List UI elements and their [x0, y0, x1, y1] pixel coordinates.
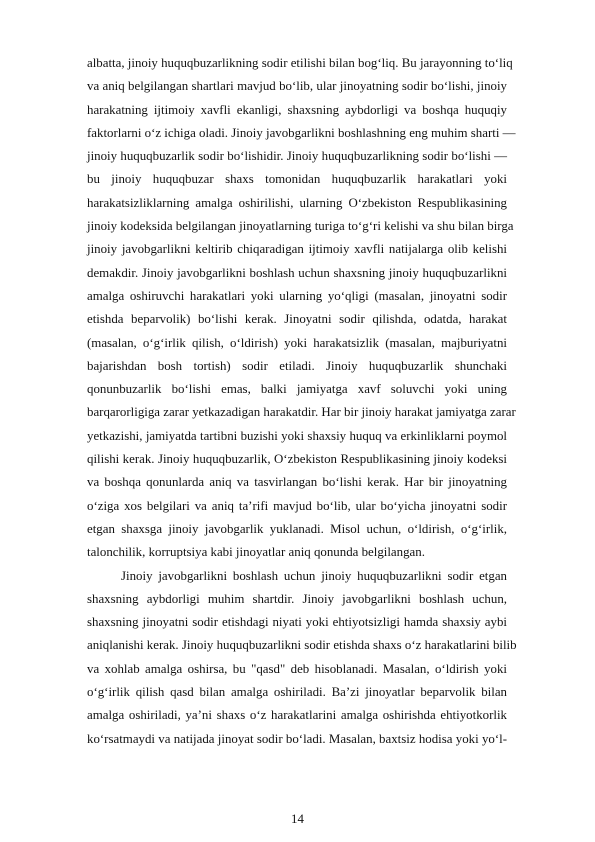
text-line: Jinoiy javobgarlikni boshlash uchun jinoiy huquqbuzarlikni sodir etgan [121, 568, 507, 583]
text-line: amalga oshiriladi, ya’ni shaxs o‘z harakatlarini amalga oshirishda ehtiyotkorlik [87, 708, 507, 723]
text-line: harakatsizliklarning amalga oshirilishi, ularning O‘zbekiston Respublikasining [87, 195, 507, 210]
text-line: bajarishdan bosh tortish) sodir etiladi. Jinoiy huquqbuzarlik shunchaki [87, 358, 507, 373]
text-line: aniqlanishi kerak. Jinoiy huquqbuzarlikni sodir etishda shaxs o‘z harakatlarini bilib [87, 638, 517, 653]
text-line: va aniq belgilangan shartlari mavjud bo‘lib, ular jinoyatning sodir bo‘lishi, jinoiy [87, 79, 507, 94]
text-line: etishda beparvolik) bo‘lishi kerak. Jinoyatni sodir qilishda, odatda, harakat [87, 312, 507, 327]
text-line: talonchilik, korruptsiya kabi jinoyatlar aniq qonunda belgilangan. [87, 545, 425, 560]
text-line: demakdir. Jinoiy javobgarlikni boshlash uchun shaxsning jinoiy huquqbuzarlikni [87, 265, 507, 280]
body-text [87, 52, 517, 751]
paragraph-2 [87, 565, 517, 751]
text-line: bu jinoiy huquqbuzar shaxs tomonidan huquqbuzarlik harakatlari yoki [87, 172, 507, 187]
text-line: o‘ziga xos belgilari va aniq ta’rifi mavjud bo‘lib, ular bo‘yicha jinoyatni sodir [87, 498, 507, 513]
text-line: ko‘rsatmaydi va natijada jinoyat sodir bo‘ladi. Masalan, baxtsiz hodisa yoki yo‘l- [87, 731, 507, 746]
text-line: o‘g‘irlik qilish qasd bilan amalga oshiriladi. Ba’zi jinoyatlar beparvolik bilan [87, 685, 507, 700]
paragraph-1 [87, 52, 516, 565]
text-line: va boshqa qonunlarda aniq va tasvirlangan bo‘lishi kerak. Har bir jinoyatning [87, 475, 507, 490]
text-line: shaxsning aybdorligi muhim shartdir. Jinoiy javobgarlikni boshlash uchun, [87, 591, 507, 606]
text-line: (masalan, o‘g‘irlik qilish, o‘ldirish) yoki harakatsizlik (masalan, majburiyatni [87, 335, 507, 350]
text-line: jinoiy kodeksida belgilangan jinoyatlarning turiga to‘g‘ri kelishi va shu bilan birga [87, 219, 514, 234]
page-number: 14 [291, 812, 304, 826]
text-line: qonunbuzarlik bo‘lishi emas, balki jamiyatga xavf soluvchi yoki uning [87, 382, 507, 397]
text-line: barqarorligiga zarar yetkazadigan harakatdir. Har bir jinoiy harakat jamiyatga zarar [87, 405, 516, 420]
text-line: amalga oshiruvchi harakatlari yoki ularning yo‘qligi (masalan, jinoyatni sodir [87, 288, 507, 303]
text-line: albatta, jinoiy huquqbuzarlikning sodir etilishi bilan bog‘liq. Bu jarayonning to‘liq [87, 56, 513, 70]
text-line: qilishi kerak. Jinoiy huquqbuzarlik, O‘zbekiston Respublikasining jinoiy kodeksi [87, 452, 507, 467]
text-line: faktorlarni o‘z ichiga oladi. Jinoiy javobgarlikni boshlashning eng muhim sharti — [87, 125, 516, 140]
text-line: etgan shaxsga jinoiy javobgarlik yuklanadi. Misol uchun, o‘ldirish, o‘g‘irlik, [87, 521, 507, 536]
text-line: harakatning ijtimoiy xavfli ekanligi, shaxsning aybdorligi va boshqa huquqiy [87, 102, 507, 117]
text-line: yetkazishi, jamiyatda tartibni buzishi yoki shaxsiy huquq va erkinliklarni poymol [87, 428, 507, 443]
text-line: shaxsning jinoyatni sodir etishdagi niyati yoki ehtiyotsizligi hamda shaxsiy aybi [87, 615, 507, 630]
text-line: jinoiy javobgarlikni keltirib chiqaradigan ijtimoiy xavfli natijalarga olib kelishi [87, 242, 507, 257]
text-line: jinoiy huquqbuzarlik sodir bo‘lishidir. Jinoiy huquqbuzarlikning sodir bo‘lishi — [87, 149, 507, 164]
text-line: va xohlab amalga oshirsa, bu "qasd" deb hisoblanadi. Masalan, o‘ldirish yoki [87, 661, 507, 676]
